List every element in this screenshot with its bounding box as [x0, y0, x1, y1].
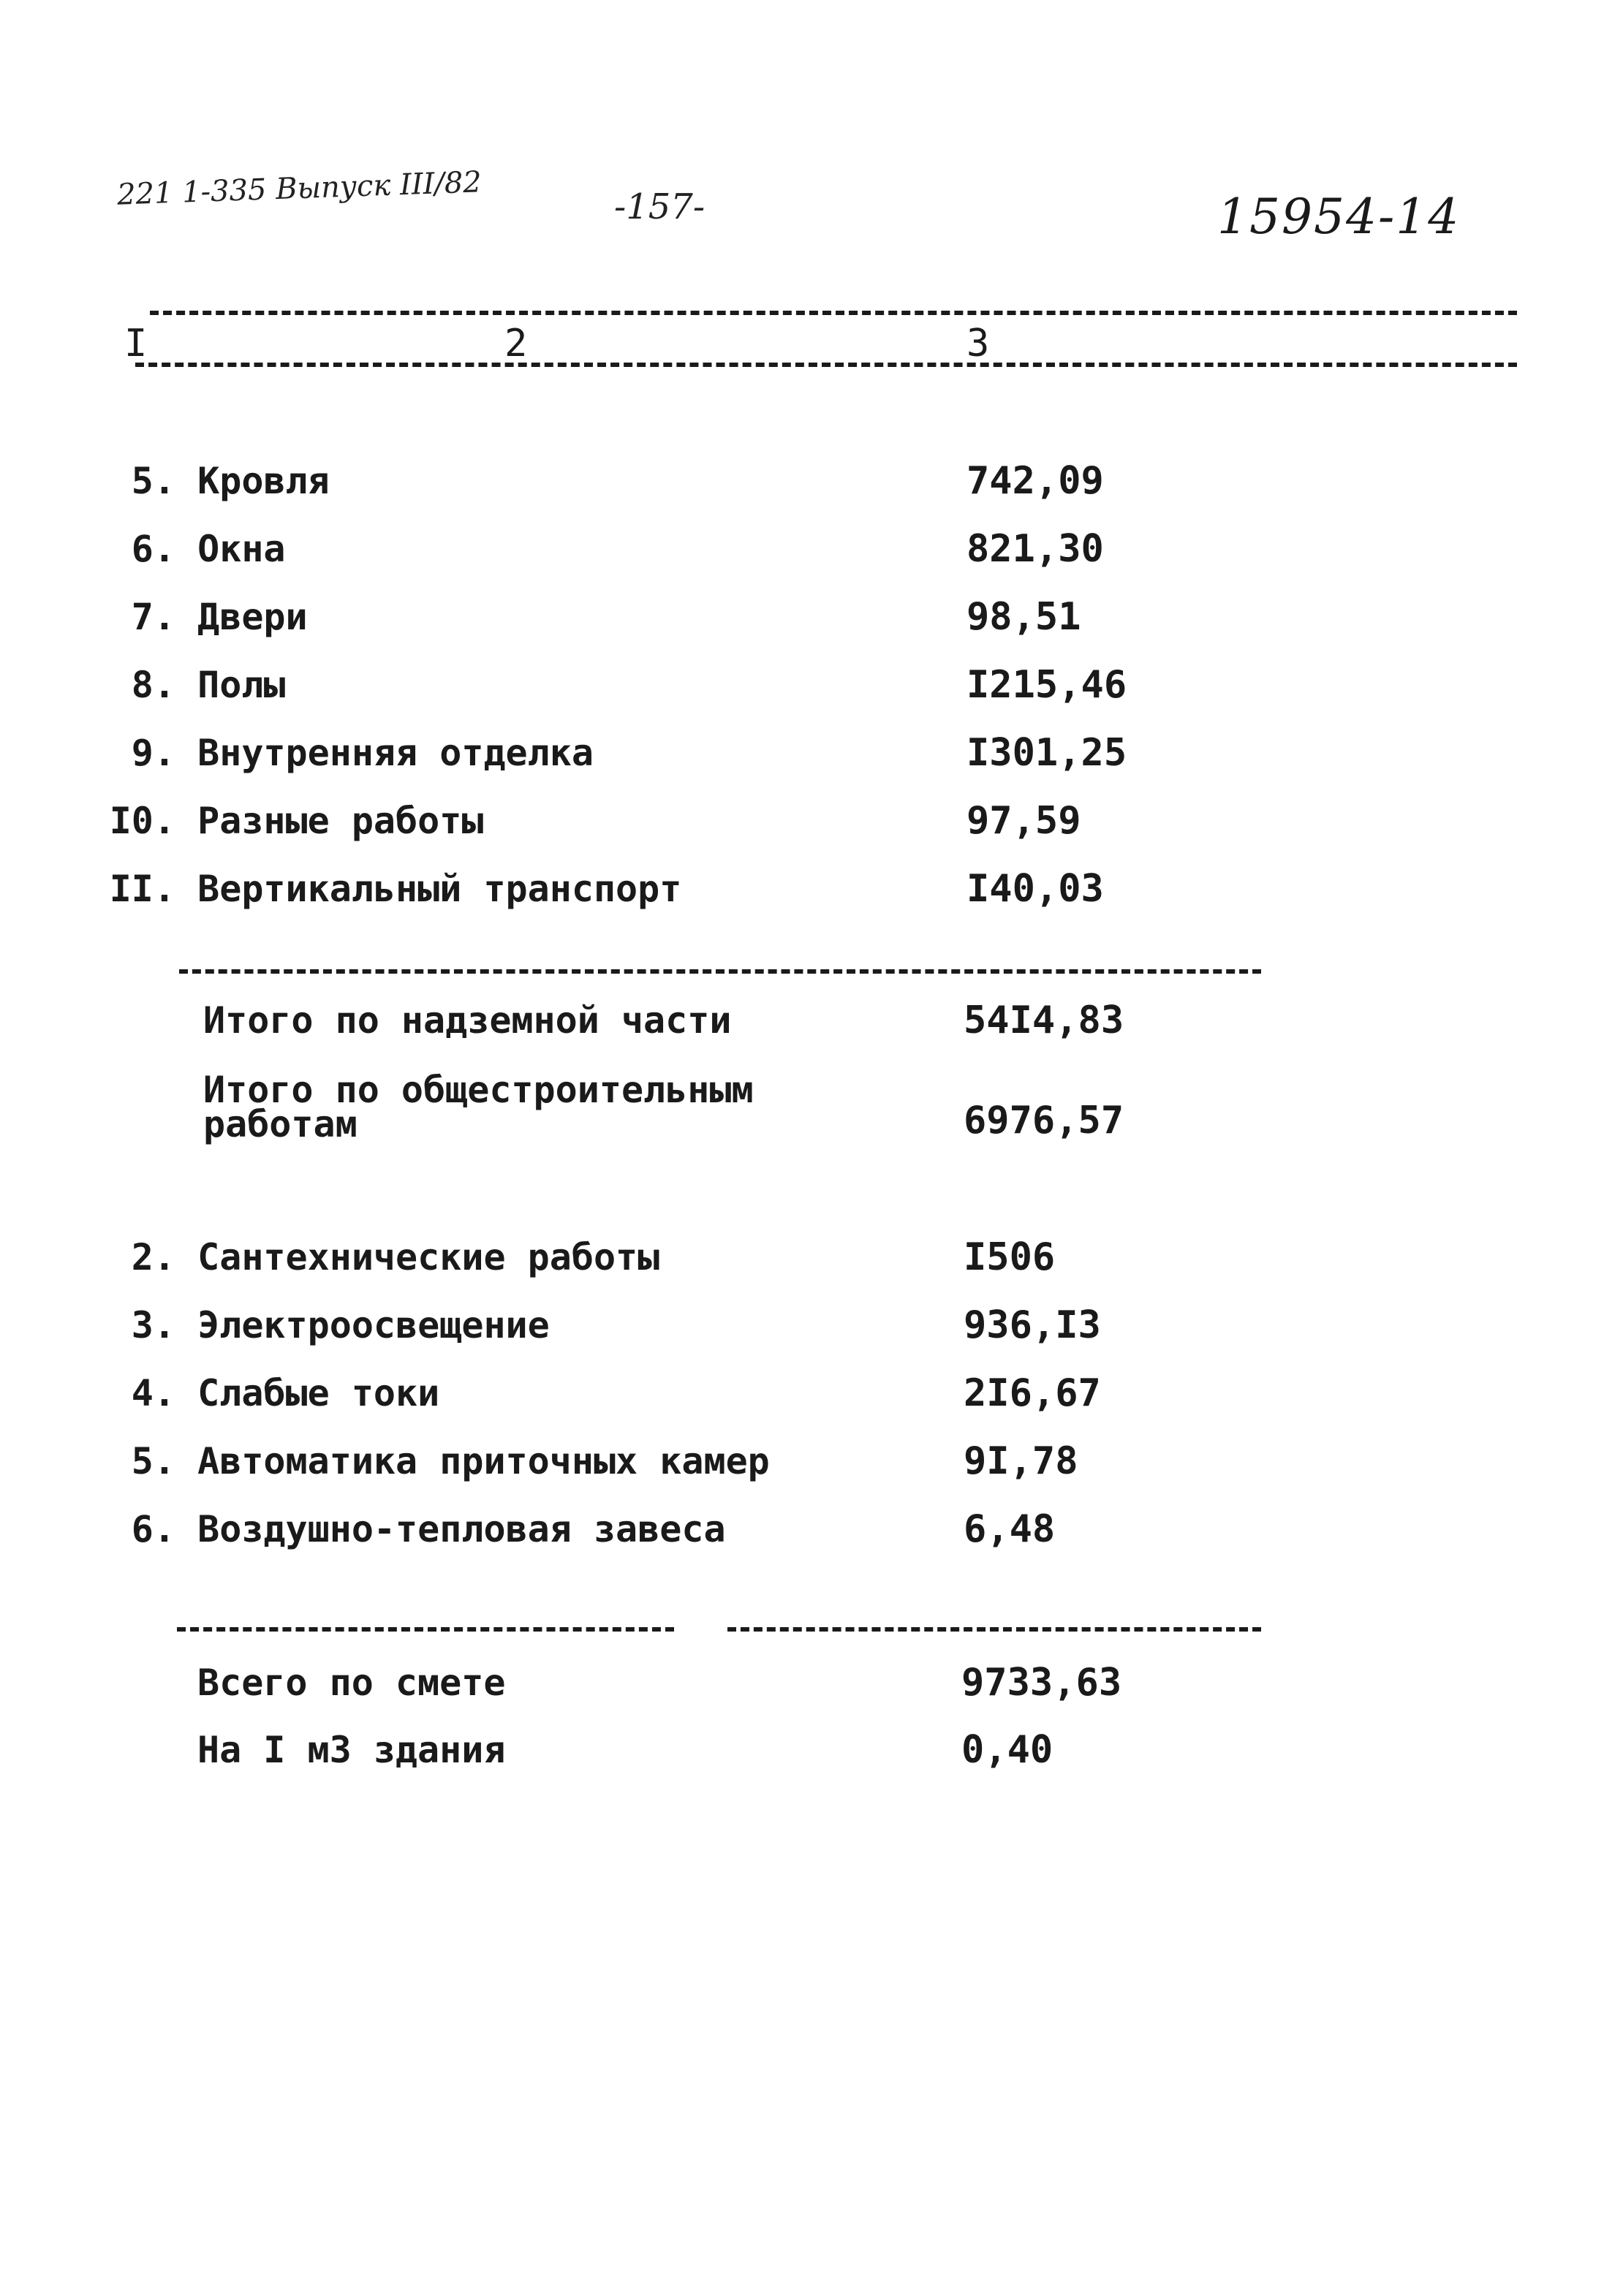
handwritten-note: 221 1-335 Выпуск III/82	[116, 165, 483, 212]
table-row	[73, 800, 483, 841]
row-label: Разные работы	[197, 800, 484, 842]
table-row	[73, 1305, 550, 1346]
row-label: Воздушно-тепловая завеса	[197, 1508, 726, 1550]
column-header-3: 3	[966, 322, 990, 365]
row-number: 2.	[131, 1236, 175, 1278]
row-label: Двери	[197, 596, 308, 638]
column-header-1: I	[124, 322, 148, 365]
table-row	[73, 461, 330, 501]
row-value: 742,09	[966, 459, 1104, 503]
page-number: -157-	[614, 186, 705, 227]
row-number: 4.	[131, 1372, 175, 1414]
row-value: I215,46	[966, 663, 1127, 707]
row-number: 6.	[131, 1508, 175, 1550]
row-label: Кровля	[197, 460, 330, 502]
row-label: Окна	[197, 528, 286, 570]
table-row	[73, 1441, 770, 1482]
subtotal-rule	[179, 969, 1261, 974]
subtotal-general-label-line2: работам	[203, 1103, 357, 1145]
column-header-2: 2	[504, 322, 528, 365]
table-row	[73, 1509, 726, 1550]
row-label: Электроосвещение	[197, 1304, 550, 1346]
row-number: 5.	[131, 460, 175, 502]
total-rule-right	[727, 1627, 1261, 1632]
row-value: 821,30	[966, 527, 1104, 571]
per-m3-label: На I м3 здания	[197, 1729, 506, 1771]
row-number: 6.	[131, 528, 175, 570]
row-value: I506	[964, 1235, 1056, 1279]
row-label: Внутренняя отделка	[197, 732, 594, 774]
subtotal-above-ground-label: Итого по надземной части	[203, 999, 732, 1042]
header-rule-bottom	[135, 363, 1517, 367]
row-number: I0.	[109, 800, 175, 842]
row-label: Вертикальный транспорт	[197, 868, 682, 910]
subtotal-above-ground-value: 54I4,83	[964, 999, 1124, 1042]
table-row	[73, 1373, 439, 1414]
total-rule-left	[177, 1627, 674, 1632]
row-value: 98,51	[966, 595, 1081, 639]
table-row	[73, 596, 308, 637]
subtotal-general-value: 6976,57	[964, 1099, 1124, 1143]
row-number: 5.	[131, 1440, 175, 1482]
row-value: 936,I3	[964, 1303, 1101, 1347]
row-value: 2I6,67	[964, 1371, 1101, 1415]
row-value: I301,25	[966, 731, 1127, 775]
row-value: 9I,78	[964, 1439, 1078, 1483]
row-number: 8.	[131, 664, 175, 706]
row-number: 9.	[131, 732, 175, 774]
row-number: 7.	[131, 596, 175, 638]
row-label: Автоматика приточных камер	[197, 1440, 770, 1482]
row-value: 97,59	[966, 799, 1081, 843]
total-value: 9733,63	[961, 1661, 1122, 1705]
row-label: Слабые токи	[197, 1372, 440, 1414]
per-m3-value: 0,40	[961, 1728, 1053, 1772]
header-rule-top	[150, 311, 1517, 315]
row-label: Сантехнические работы	[197, 1236, 660, 1278]
table-row	[73, 732, 594, 773]
table-row	[73, 664, 286, 705]
total-label: Всего по смете	[197, 1662, 506, 1704]
document-number: 15954-14	[1217, 189, 1461, 245]
table-row	[73, 868, 681, 909]
row-value: 6,48	[964, 1507, 1056, 1551]
subtotal-general-label-line1: Итого по общестроительным	[203, 1069, 754, 1111]
row-number: II.	[109, 868, 175, 910]
table-row	[73, 1237, 659, 1278]
row-label: Полы	[197, 664, 286, 706]
row-number: 3.	[131, 1304, 175, 1346]
row-value: I40,03	[966, 867, 1104, 911]
table-row	[73, 528, 286, 569]
